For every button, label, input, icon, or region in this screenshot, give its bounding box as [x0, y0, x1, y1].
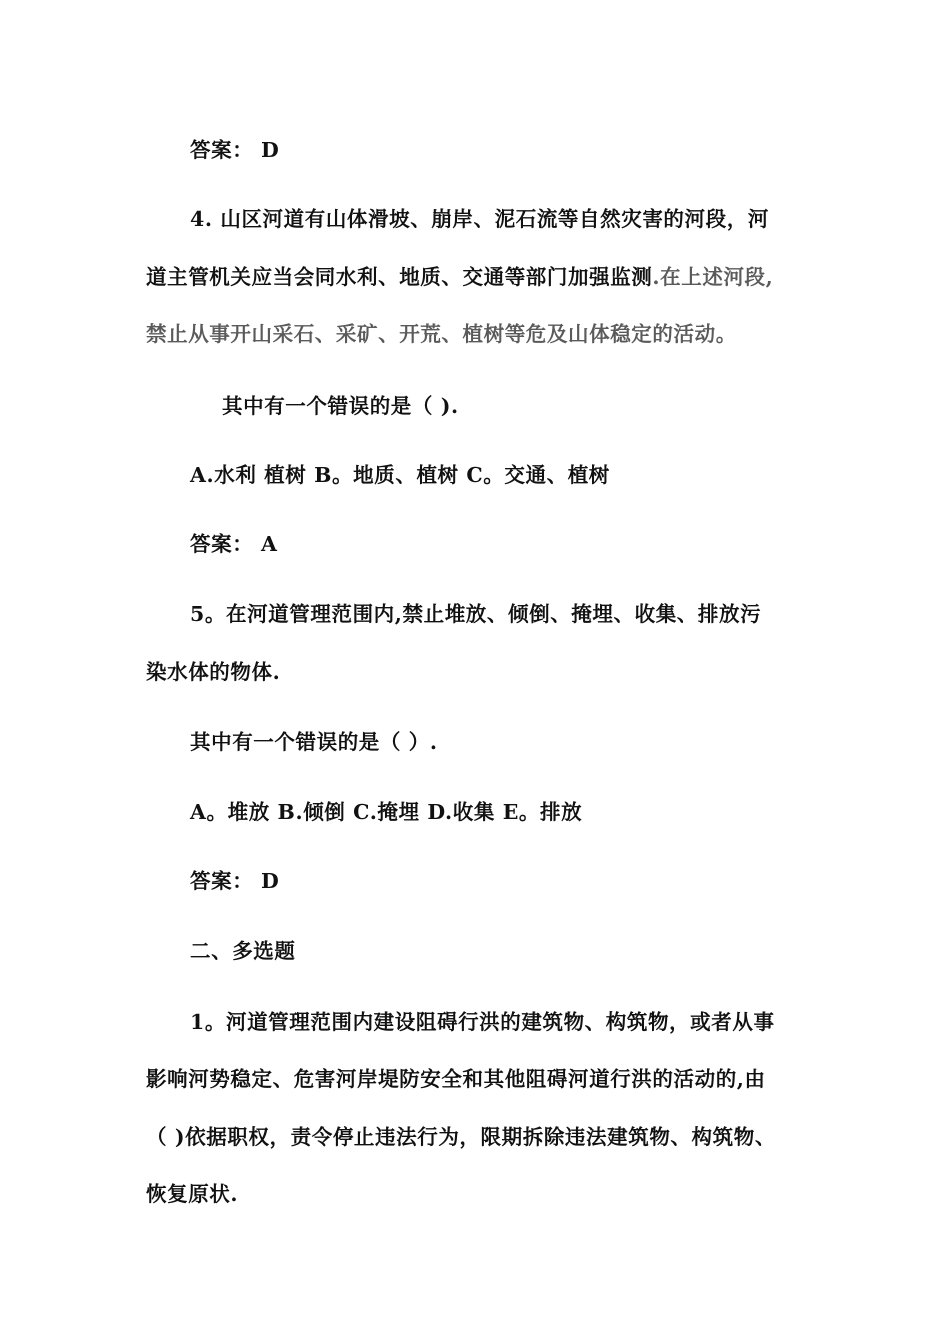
q4-answer: 答案： A [190, 532, 278, 556]
mq1-text-line-2: 影响河势稳定、危害河岸堤防安全和其他阻碍河道行洪的活动的,由 [146, 1067, 766, 1091]
q4-text-line-2 [146, 263, 773, 291]
q4-prompt: 其中有一个错误的是（ ). [222, 394, 459, 418]
q5-text-line-1: 5。在河道管理范围内,禁止堆放、倾倒、掩埋、收集、排放污 [190, 602, 762, 626]
q4-text-line-1: 4. 山区河道有山体滑坡、崩岸、泥石流等自然灾害的河段，河 [190, 207, 769, 231]
q5-answer: 答案： D [190, 869, 280, 893]
q4-text-line-2a: 道主管机关应当会同水利、地质、交通等部门加强监测 [146, 265, 653, 289]
mq1-text-line-1: 1。河道管理范围内建设阻碍行洪的建筑物、构筑物，或者从事 [190, 1010, 775, 1034]
section-title: 二、多选题 [190, 939, 296, 963]
mq1-text-line-3: （ )依据职权，责令停止违法行为，限期拆除违法建筑物、构筑物、 [146, 1125, 776, 1149]
q4-text-line-3: 禁止从事开山采石、采矿、开荒、植树等危及山体稳定的活动。 [146, 322, 737, 346]
q4-text-line-2b: .在上述河段, [652, 265, 774, 289]
mq1-text-line-4: 恢复原状. [146, 1182, 239, 1206]
q4-options: A.水利 植树 B。地质、植树 C。交通、植树 [190, 463, 610, 487]
q5-prompt: 其中有一个错误的是（ ）. [190, 730, 438, 754]
q3-answer: 答案： D [190, 138, 280, 162]
q5-options: A。堆放 B.倾倒 C.掩埋 D.收集 E。排放 [190, 800, 583, 824]
q5-text-line-2: 染水体的物体. [146, 660, 281, 684]
